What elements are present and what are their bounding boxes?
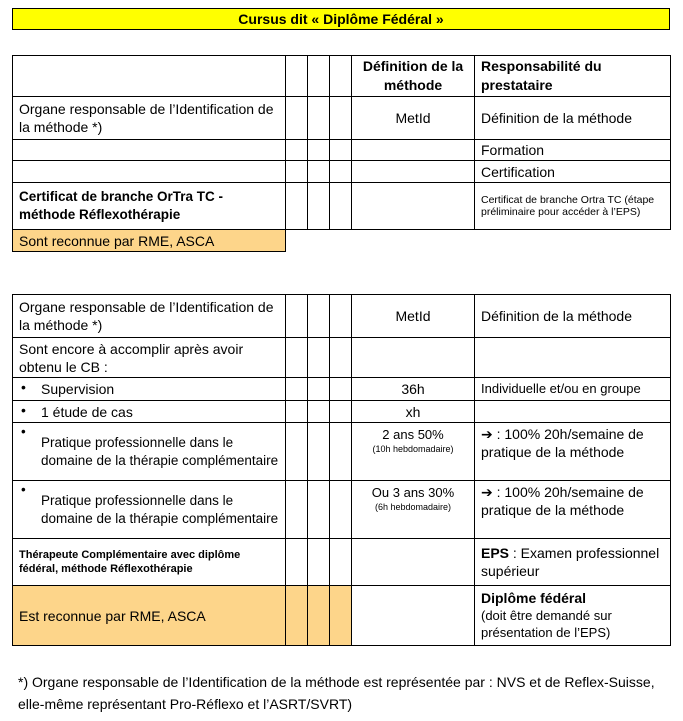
table-row: [13, 230, 671, 252]
therapeute-label: Thérapeute Complémentaire avec diplôme fédéral, méthode Réflexothérapie: [13, 539, 286, 586]
eps-cell: EPS : Examen professionnel supérieur: [475, 539, 671, 586]
organe-label: Organe responsable de l’Identification de la méthode *): [13, 97, 286, 140]
header-definition: Définition de la méthode: [352, 56, 475, 97]
table-row: [13, 140, 671, 161]
encore-cell: Sont encore à accomplir après avoir obtenu le CB :: [13, 338, 286, 378]
certificat-resp: Certificat de branche Ortra TC (étape préliminaire pour accéder à l’EPS): [475, 183, 671, 230]
organe-resp: Définition de la méthode: [475, 97, 671, 140]
supervision-value: 36h: [352, 378, 475, 401]
pratique-resp: ➔ : 100% 20h/semaine de pratique de la méthode: [475, 423, 671, 481]
table-row: [13, 161, 671, 183]
list-item: • Pratique professionnelle dans le domaine de la thérapie complémentaire: [13, 481, 286, 539]
page-title: Cursus dit « Diplôme Fédéral »: [12, 8, 670, 30]
list-item: • 1 étude de cas: [13, 401, 286, 423]
table-row: [13, 97, 671, 140]
certification-cell: Certification: [475, 161, 671, 183]
reconnue-cell: Sont reconnue par RME, ASCA: [13, 230, 286, 252]
table-row: [13, 539, 671, 586]
table-row: [13, 423, 671, 481]
header-responsabilite: Responsabilité du prestataire: [475, 56, 671, 97]
certificat-label: Certificat de branche OrTra TC - méthode Réflexothérapie: [13, 183, 286, 230]
table-row: [13, 183, 671, 230]
organe-value: MetId: [352, 97, 475, 140]
diplome-cell: Diplôme fédéral (doit être demandé sur présentation de l’EPS): [475, 586, 671, 646]
table-row: [13, 481, 671, 539]
cursus-table: [12, 294, 671, 646]
pratique-value: 2 ans 50% (10h hebdomadaire): [352, 423, 475, 481]
table-row: [13, 338, 671, 378]
pratique-resp-2: ➔ : 100% 20h/semaine de pratique de la méthode: [475, 481, 671, 539]
table-row: [13, 401, 671, 423]
reconnue-cell-2: Est reconnue par RME, ASCA: [13, 586, 286, 646]
table-row: [13, 295, 671, 338]
methode-table: [12, 55, 671, 252]
etude-value: xh: [352, 401, 475, 423]
organe-label-2: Organe responsable de l’Identification de la méthode *): [13, 295, 286, 338]
etude-resp: [475, 401, 671, 423]
table-row: [13, 586, 671, 646]
formation-cell: Formation: [475, 140, 671, 161]
supervision-resp: Individuelle et/ou en groupe: [475, 378, 671, 401]
list-item: • Supervision: [13, 378, 286, 401]
table-header-row: [13, 56, 671, 97]
organe-resp-2: Définition de la méthode: [475, 295, 671, 338]
organe-value-2: MetId: [352, 295, 475, 338]
footnote: *) Organe responsable de l’Identification de la méthode est représentée par : NVS et de Reflex-Suisse, elle-même représentant Pro-Réflexo et l’ASRT/SVRT): [18, 674, 655, 712]
pratique-value-2: Ou 3 ans 30% (6h hebdomadaire): [352, 481, 475, 539]
table-row: [13, 378, 671, 401]
list-item: • Pratique professionnelle dans le domaine de la thérapie complémentaire: [13, 423, 286, 481]
